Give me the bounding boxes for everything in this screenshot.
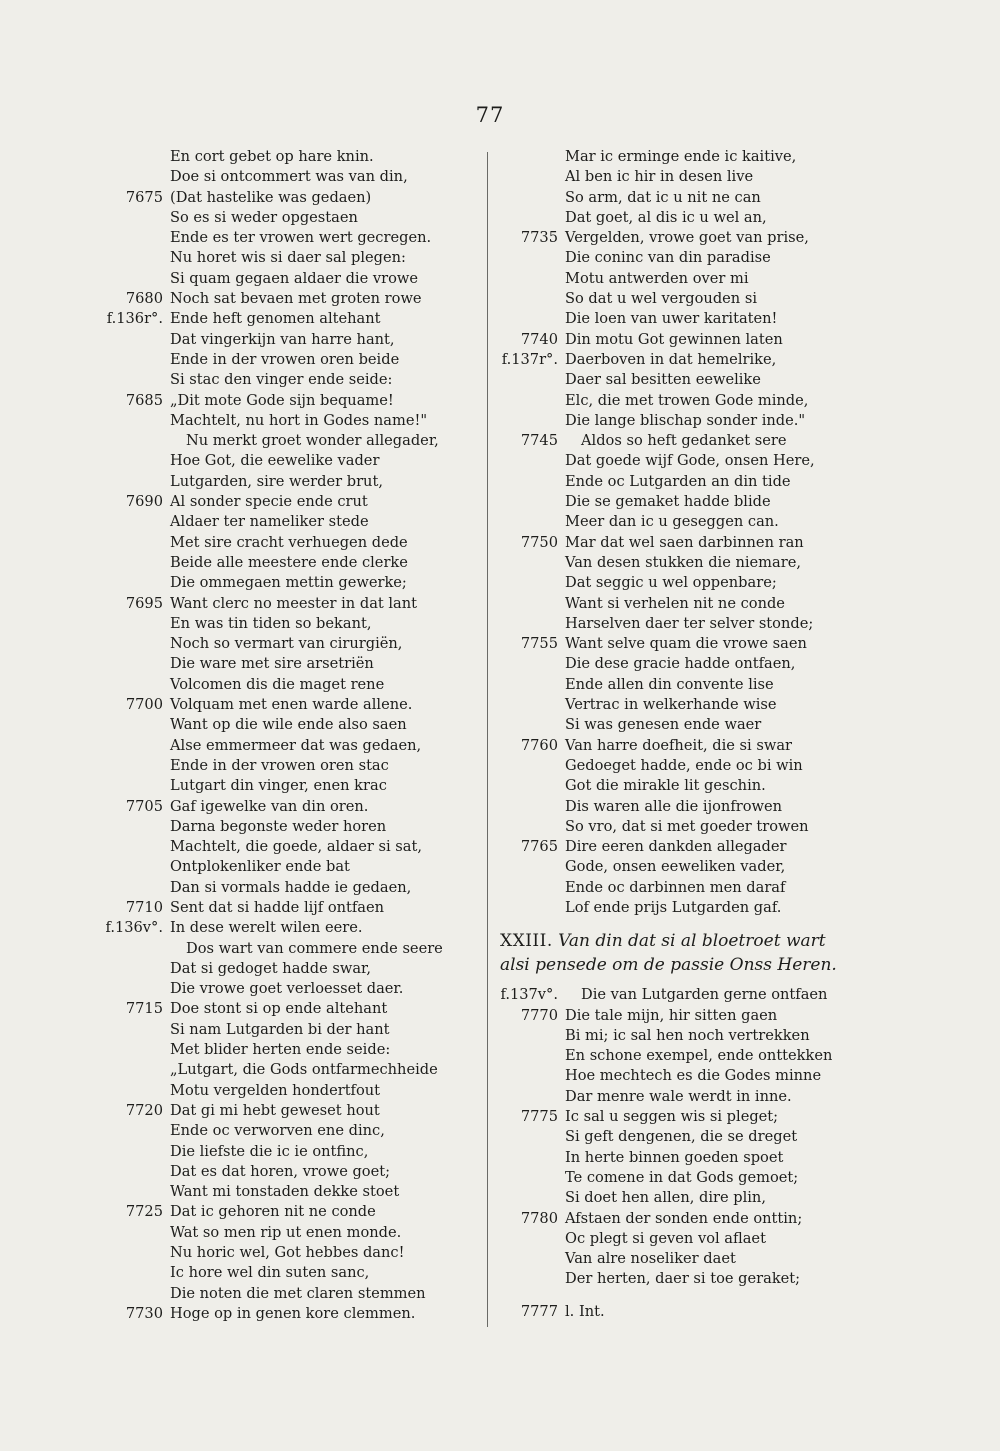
verse-line: [0, 1040, 486, 1060]
verse-text: Hoe Got, die eewelike vader: [170, 452, 380, 470]
verse-text: Te comene in dat Gods gemoet;: [565, 1168, 799, 1186]
verse-line: [488, 553, 1000, 573]
verse-text: Alse emmermeer dat was gedaen,: [170, 736, 422, 754]
verse-text: Die se gemaket hadde blide: [565, 493, 771, 511]
verse-text: Ende es ter vrowen wert gecregen.: [170, 229, 432, 247]
verse-line: [0, 1121, 486, 1141]
verse-line: [0, 857, 486, 877]
verse-line: [0, 654, 486, 674]
verse-text: Die dese gracie hadde ontfaen,: [565, 655, 796, 673]
verse-text: Dire eeren dankden allegader: [565, 838, 787, 856]
line-number: f.137r°.: [501, 350, 558, 368]
verse-line: [488, 391, 1000, 411]
verse-text: „Lutgart, die Gods ontfarmechheide: [170, 1061, 438, 1079]
line-number: 7765: [520, 838, 558, 856]
verse-text: Want mi tonstaden dekke stoet: [170, 1183, 400, 1201]
verse-line: [488, 147, 1000, 167]
section-title-line-1: Van din dat si al bloetroet wart: [558, 931, 826, 952]
section-number: XXIII.: [500, 931, 553, 952]
verse-line: [488, 634, 1000, 654]
line-number: 7755: [520, 635, 558, 653]
verse-line: [488, 837, 1000, 857]
verse-line: [488, 736, 1000, 756]
verse-line: [0, 695, 486, 715]
verse-text: Volcomen dis die maget rene: [170, 675, 385, 693]
verse-line: [0, 1304, 486, 1324]
verse-line: [0, 614, 486, 634]
verse-text: Die coninc van din paradise: [565, 249, 771, 267]
verse-line: [0, 1020, 486, 1040]
verse-text: Ende oc verworven ene dinc,: [170, 1122, 385, 1140]
verse-text: Gaf igewelke van din oren.: [170, 797, 369, 815]
verse-text: Darna begonste weder horen: [170, 817, 387, 835]
verse-line: [0, 736, 486, 756]
verse-line: [0, 1182, 486, 1202]
verse-text: Die ommegaen mettin gewerke;: [170, 574, 407, 592]
line-number: 7685: [125, 391, 163, 409]
verse-line: [0, 492, 486, 512]
verse-text: Dat es dat horen, vrowe goet;: [170, 1162, 391, 1180]
verse-line: [0, 309, 486, 329]
verse-line: [0, 878, 486, 898]
verse-line: [488, 614, 1000, 634]
verse-text: Wat so men rip ut enen monde.: [170, 1223, 402, 1241]
verse-line: [0, 817, 486, 837]
verse-text: So arm, dat ic u nit ne can: [565, 188, 761, 206]
verse-text: Hoge op in genen kore clemmen.: [170, 1304, 416, 1322]
verse-line: [488, 1168, 1000, 1188]
verse-text: Die ware met sire arsetriën: [170, 655, 374, 673]
verse-text: Die lange blischap sonder inde.": [565, 411, 806, 429]
verse-line: [488, 1107, 1000, 1127]
verse-text: Want si verhelen nit ne conde: [565, 594, 785, 612]
verse-text: Din motu Got gewinnen laten: [565, 330, 783, 348]
verse-text: Machtelt, die goede, aldaer si sat,: [170, 838, 422, 856]
verse-line: [0, 411, 486, 431]
verse-line: [0, 269, 486, 289]
verse-text: Dat si gedoget hadde swar,: [170, 959, 372, 977]
verse-text: Aldos so heft gedanket sere: [581, 432, 787, 450]
line-number: 7690: [125, 493, 163, 511]
verse-line: [0, 208, 486, 228]
verse-text: Dis waren alle die ijonfrowen: [565, 797, 783, 815]
verse-text: Der herten, daer si toe geraket;: [565, 1270, 801, 1288]
verse-text: Ende oc darbinnen men daraf: [565, 878, 786, 896]
verse-text: Die vrowe goet verloesset daer.: [170, 980, 404, 998]
verse-text: Meer dan ic u geseggen can.: [565, 513, 779, 531]
verse-line: [488, 654, 1000, 674]
verse-text: En cort gebet op hare knin.: [170, 148, 374, 165]
verse-line: [488, 309, 1000, 329]
verse-line: [488, 1006, 1000, 1026]
verse-text: Noch sat bevaen met groten rowe: [170, 290, 422, 308]
verse-line: [488, 1148, 1000, 1168]
verse-line: [0, 350, 486, 370]
line-number: 7780: [520, 1209, 558, 1227]
verse-line: [0, 1243, 486, 1263]
verse-line: [0, 959, 486, 979]
verse-line: [488, 451, 1000, 471]
line-number: 7740: [520, 330, 558, 348]
line-number: 7775: [520, 1108, 558, 1126]
verse-text: In dese werelt wilen eere.: [170, 919, 363, 937]
verse-text: „Dit mote Gode sijn bequame!: [170, 391, 394, 409]
verse-line: [488, 1249, 1000, 1269]
right-column-verses: [488, 147, 1000, 918]
verse-text: Noch so vermart van cirurgiën,: [170, 635, 403, 653]
verse-text: Die van Lutgarden gerne ontfaen: [581, 986, 828, 1004]
verse-line: [488, 817, 1000, 837]
footnote: [488, 1302, 1000, 1322]
verse-text: Die liefste die ic ie ontfinc,: [170, 1142, 369, 1160]
verse-text: Vertrac in welkerhande wise: [565, 696, 777, 714]
verse-text: Want clerc no meester in dat lant: [170, 594, 418, 612]
verse-text: Harselven daer ter selver stonde;: [565, 614, 814, 632]
verse-text: En schone exempel, ende onttekken: [565, 1047, 833, 1065]
verse-line: [488, 1026, 1000, 1046]
verse-line: [0, 776, 486, 796]
verse-text: Al ben ic hir in desen live: [565, 168, 754, 186]
verse-line: [0, 370, 486, 390]
verse-line: [0, 634, 486, 654]
verse-text: Want op die wile ende also saen: [170, 716, 407, 734]
verse-line: [488, 330, 1000, 350]
verse-text: Bi mi; ic sal hen noch vertrekken: [565, 1026, 810, 1044]
verse-line: [0, 594, 486, 614]
line-number: 7725: [125, 1203, 163, 1221]
footnote-line-number: 7777: [520, 1302, 558, 1320]
verse-text: Gode, onsen eeweliken vader,: [565, 858, 786, 876]
verse-line: [488, 1066, 1000, 1086]
verse-line: [488, 248, 1000, 268]
verse-line: [488, 573, 1000, 593]
verse-line: [488, 431, 1000, 451]
verse-line: [488, 797, 1000, 817]
verse-line: [0, 573, 486, 593]
verse-line: [488, 1087, 1000, 1107]
verse-line: [0, 939, 486, 959]
verse-line: [0, 1284, 486, 1304]
verse-line: [0, 797, 486, 817]
verse-line: [0, 898, 486, 918]
verse-text: Met sire cracht verhuegen dede: [170, 533, 408, 551]
line-number: 7720: [125, 1101, 163, 1119]
left-column: [0, 147, 486, 1324]
verse-text: Oc plegt si geven vol aflaet: [565, 1229, 766, 1247]
verse-text: Ic sal u seggen wis si pleget;: [565, 1108, 779, 1126]
verse-line: [0, 512, 486, 532]
verse-line: [488, 472, 1000, 492]
verse-line: [0, 147, 486, 167]
line-number: 7770: [520, 1006, 558, 1024]
line-number: 7705: [125, 797, 163, 815]
right-column: [488, 147, 1000, 1322]
verse-text: Volquam met enen warde allene.: [170, 696, 413, 714]
verse-line: [488, 512, 1000, 532]
line-number: 7675: [125, 188, 163, 206]
verse-text: Elc, die met trowen Gode minde,: [565, 391, 809, 409]
line-number: 7700: [125, 696, 163, 714]
verse-text: Ende in der vrowen oren beide: [170, 350, 400, 368]
verse-text: Ende allen din convente lise: [565, 675, 774, 693]
line-number: 7695: [125, 594, 163, 612]
verse-line: [488, 533, 1000, 553]
verse-line: [488, 776, 1000, 796]
verse-text: Aldaer ter nameliker stede: [170, 513, 369, 531]
verse-line: [0, 1223, 486, 1243]
verse-line: [0, 248, 486, 268]
verse-text: Lof ende prijs Lutgarden gaf.: [565, 898, 782, 916]
verse-line: [0, 188, 486, 208]
verse-text: Dar menre wale werdt in inne.: [565, 1087, 792, 1105]
verse-text: So es si weder opgestaen: [170, 208, 358, 226]
verse-line: [488, 208, 1000, 228]
verse-line: [0, 1101, 486, 1121]
verse-text: Daer sal besitten eewelike: [565, 371, 761, 389]
verse-text: Mar dat wel saen darbinnen ran: [565, 533, 804, 551]
section-title-line-2: alsi pensede om de passie Onss Heren.: [500, 955, 837, 976]
right-column-section-verses: [488, 985, 1000, 1289]
verse-text: Sent dat si hadde lijf ontfaen: [170, 898, 385, 916]
verse-text: Dat goede wijf Gode, onsen Here,: [565, 452, 815, 470]
verse-line: [488, 1269, 1000, 1289]
verse-text: Vergelden, vrowe goet van prise,: [565, 229, 809, 247]
line-number: 7730: [125, 1304, 163, 1322]
verse-text: Dat seggic u wel oppenbare;: [565, 574, 777, 592]
verse-line: [488, 1209, 1000, 1229]
verse-line: [0, 999, 486, 1019]
line-number: 7715: [125, 1000, 163, 1018]
verse-text: Hoe mechtech es die Godes minne: [565, 1067, 822, 1085]
verse-line: [0, 675, 486, 695]
verse-text: Die loen van uwer karitaten!: [565, 310, 778, 328]
verse-line: [488, 370, 1000, 390]
verse-line: [0, 1263, 486, 1283]
verse-line: [0, 1081, 486, 1101]
verse-text: So dat u wel vergouden si: [565, 290, 757, 308]
verse-line: [0, 391, 486, 411]
verse-line: [488, 1229, 1000, 1249]
verse-text: Dat gi mi hebt geweset hout: [170, 1101, 380, 1119]
verse-line: [488, 289, 1000, 309]
verse-text: Van desen stukken die niemare,: [565, 553, 801, 571]
verse-text: Si geft dengenen, die se dreget: [565, 1128, 798, 1146]
line-number: f.137v°.: [500, 986, 558, 1004]
verse-text: Lutgarden, sire werder brut,: [170, 472, 383, 490]
verse-text: Daerboven in dat hemelrike,: [565, 350, 777, 368]
verse-text: Die noten die met claren stemmen: [170, 1284, 426, 1302]
verse-text: Ende in der vrowen oren stac: [170, 756, 389, 774]
verse-text: Want selve quam die vrowe saen: [565, 635, 807, 653]
verse-line: [0, 1142, 486, 1162]
verse-line: [488, 350, 1000, 370]
verse-text: Dat ic gehoren nit ne conde: [170, 1203, 376, 1221]
verse-text: Si quam gegaen aldaer die vrowe: [170, 269, 419, 287]
verse-text: Ic hore wel din suten sanc,: [170, 1264, 370, 1282]
line-number: 7680: [125, 290, 163, 308]
verse-line: [0, 553, 486, 573]
line-number: 7760: [520, 736, 558, 754]
verse-line: [488, 985, 1000, 1005]
verse-line: [488, 715, 1000, 735]
verse-line: [0, 167, 486, 187]
verse-text: Mar ic erminge ende ic kaitive,: [565, 148, 797, 165]
verse-line: [488, 675, 1000, 695]
verse-line: [488, 1127, 1000, 1147]
verse-line: [0, 979, 486, 999]
verse-text: Nu horet wis si daer sal plegen:: [170, 249, 406, 267]
verse-line: [0, 472, 486, 492]
verse-line: [0, 289, 486, 309]
verse-line: [488, 1188, 1000, 1208]
verse-text: Si nam Lutgarden bi der hant: [170, 1020, 390, 1038]
verse-line: [488, 695, 1000, 715]
verse-line: [0, 431, 486, 451]
line-number: 7735: [520, 229, 558, 247]
verse-line: [488, 269, 1000, 289]
verse-line: [0, 715, 486, 735]
verse-line: [488, 411, 1000, 431]
verse-text: Doe stont si op ende altehant: [170, 1000, 388, 1018]
verse-text: Lutgart din vinger, enen krac: [170, 777, 387, 795]
verse-text: Dos wart van commere ende seere: [186, 939, 443, 957]
section-heading: [500, 929, 1000, 977]
verse-line: [488, 167, 1000, 187]
verse-text: Ende heft genomen altehant: [170, 310, 381, 328]
verse-text: Nu merkt groet wonder allegader,: [186, 432, 439, 450]
verse-text: Machtelt, nu hort in Godes name!": [170, 411, 428, 429]
line-number: 7745: [520, 432, 558, 450]
verse-text: Dat vingerkijn van harre hant,: [170, 330, 395, 348]
verse-text: Van alre noseliker daet: [565, 1250, 736, 1268]
verse-text: Si doet hen allen, dire plin,: [565, 1189, 766, 1207]
verse-line: [0, 330, 486, 350]
verse-line: [0, 533, 486, 553]
line-number: 7710: [125, 898, 163, 916]
verse-text: Si stac den vinger ende seide:: [170, 371, 393, 389]
verse-line: [0, 756, 486, 776]
verse-text: Die tale mijn, hir sitten gaen: [565, 1006, 778, 1024]
verse-line: [0, 918, 486, 938]
verse-text: Met blider herten ende seide:: [170, 1041, 391, 1059]
page-number: 77: [475, 103, 505, 127]
verse-line: [488, 756, 1000, 776]
line-number: f.136v°.: [105, 919, 163, 937]
verse-text: Motu vergelden hondertfout: [170, 1081, 381, 1099]
verse-text: Si was genesen ende waer: [565, 716, 762, 734]
verse-text: Ontplokenliker ende bat: [170, 858, 350, 876]
verse-line: [0, 451, 486, 471]
verse-line: [488, 898, 1000, 918]
verse-text: Afstaen der sonden ende onttin;: [565, 1209, 803, 1227]
verse-line: [488, 492, 1000, 512]
verse-text: Doe si ontcommert was van din,: [170, 168, 408, 186]
verse-text: (Dat hastelike was gedaen): [170, 188, 372, 206]
verse-line: [488, 878, 1000, 898]
verse-text: In herte binnen goeden spoet: [565, 1148, 784, 1166]
footnote-text: l. Int.: [565, 1302, 605, 1320]
verse-line: [0, 1060, 486, 1080]
verse-line: [488, 1046, 1000, 1066]
verse-line: [0, 837, 486, 857]
verse-line: [0, 228, 486, 248]
verse-text: Al sonder specie ende crut: [170, 493, 368, 511]
line-number: 7750: [520, 533, 558, 551]
verse-text: Motu antwerden over mi: [565, 269, 749, 287]
verse-line: [0, 1202, 486, 1222]
verse-line: [488, 594, 1000, 614]
verse-text: Ende oc Lutgarden an din tide: [565, 472, 791, 490]
verse-text: Dan si vormals hadde ie gedaen,: [170, 878, 412, 896]
line-number: f.136r°.: [106, 310, 163, 328]
verse-line: [488, 188, 1000, 208]
verse-text: So vro, dat si met goeder trowen: [565, 817, 809, 835]
verse-text: En was tin tiden so bekant,: [170, 614, 372, 632]
verse-text: Van harre doefheit, die si swar: [565, 736, 793, 754]
verse-text: Nu horic wel, Got hebbes danc!: [170, 1244, 405, 1262]
verse-text: Got die mirakle lit geschin.: [565, 777, 766, 795]
verse-text: Beide alle meestere ende clerke: [170, 553, 408, 571]
verse-line: [488, 857, 1000, 877]
verse-text: Gedoeget hadde, ende oc bi win: [565, 756, 803, 774]
verse-line: [0, 1162, 486, 1182]
verse-line: [488, 228, 1000, 248]
verse-text: Dat goet, al dis ic u wel an,: [565, 208, 767, 226]
